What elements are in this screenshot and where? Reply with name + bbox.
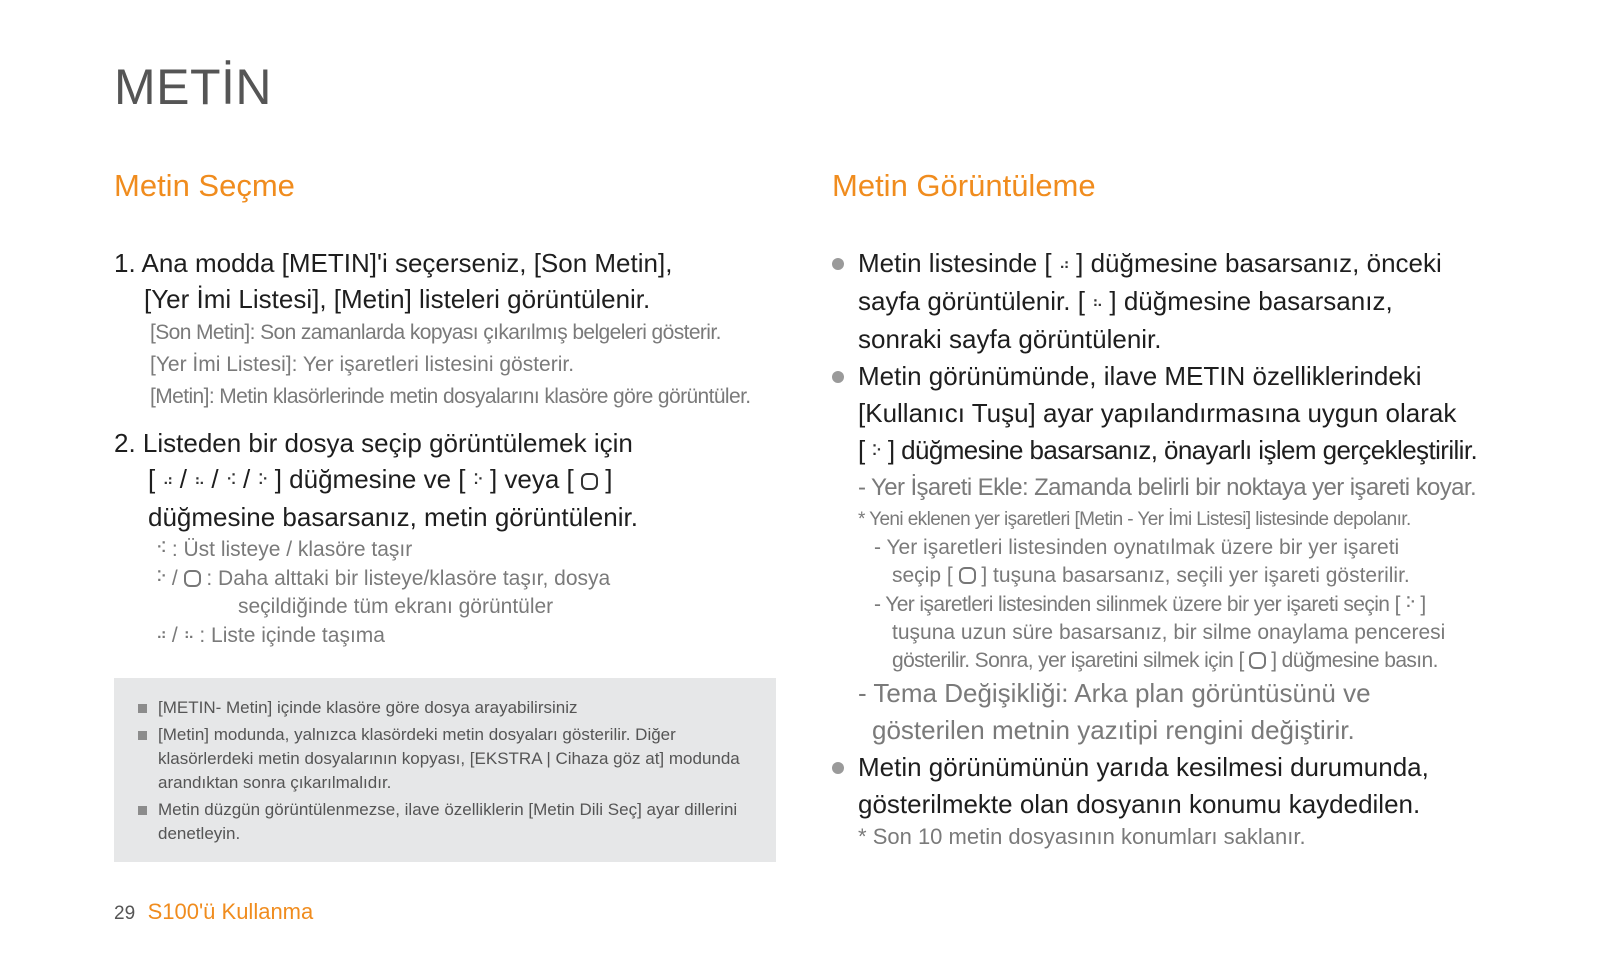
select-button-icon	[959, 567, 976, 584]
select-button-icon	[1249, 652, 1266, 669]
bullet-2-line-3: [ ⠕ ] düğmesine basarsanız, önayarlı işlem gerçekleştirilir.	[858, 432, 1500, 470]
dash-theme-change-line-2: gösterilen metnin yazıtipi rengini değiştirir.	[872, 715, 1355, 745]
step-1-note-bookmarks: [Yer İmi Listesi]: Yer işaretleri listesini gösterir.	[150, 353, 575, 376]
right-column	[830, 245, 1500, 851]
note-box	[114, 678, 776, 862]
note-item: Metin düzgün görüntülenmezse, ilave özelliklerin [Metin Dili Seç] ayar dillerini denetleyin.	[138, 798, 752, 846]
page-footer	[114, 899, 313, 925]
up-key-icon: ⠴	[156, 626, 166, 643]
step-2-line-1: 2. Listeden bir dosya seçip görüntülemek için	[114, 428, 633, 458]
right-key-icon: ⠕	[472, 472, 483, 489]
bullet-3-line-1: Metin görünümünün yarıda kesilmesi durumunda,	[858, 752, 1429, 782]
bullet-3-line-2: gösterilmekte olan dosyanın konumu kaydedilen.	[858, 789, 1421, 819]
dash-theme-change-line-1: - Tema Değişikliği: Arka plan görüntüsünü ve	[858, 678, 1371, 708]
star-note-bookmark-stored: * Yeni eklenen yer işaretleri [Metin - Yer İmi Listesi] listesinde depolanır.	[858, 509, 1411, 530]
bullet-dot-icon	[832, 762, 844, 774]
section-title-select-text: Metin Seçme	[114, 168, 295, 203]
bullet-2-line-1: Metin görünümünde, ilave METIN özelliklerindeki	[858, 361, 1422, 391]
bullet-user-key	[830, 358, 1500, 470]
square-bullet-icon	[138, 704, 147, 713]
left-column	[114, 245, 784, 650]
square-bullet-icon	[138, 731, 147, 740]
step-2-line-2: [ ⠴ / ⠦ / ⠪ / ⠕ ] düğmesine ve [ ⠕ ] veya [ ]	[114, 461, 784, 499]
down-key-icon: ⠦	[194, 472, 205, 489]
page-number: 29	[114, 903, 136, 924]
dash-delete-bookmark-line-2: tuşuna uzun süre basarsanız, bir silme onaylama penceresi	[892, 621, 1446, 644]
star-note-saved-positions: * Son 10 metin dosyasının konumları saklanır.	[858, 824, 1306, 849]
left-key-icon: ⠪	[156, 540, 166, 557]
key-legend-left: ⠪ : Üst listeye / klasöre taşır	[114, 535, 784, 564]
bullet-1-line-2: sayfa görüntülenir. [ ⠦ ] düğmesine basarsanız,	[858, 283, 1500, 321]
step-1-line-2: [Yer İmi Listesi], [Metin] listeleri görüntülenir.	[144, 284, 651, 314]
square-bullet-icon	[138, 806, 147, 815]
right-key-icon: ⠕	[871, 443, 882, 460]
step-1-line-1: 1. Ana modda [METIN]'i seçerseniz, [Son Metin],	[114, 248, 673, 278]
bullet-resume-position	[830, 749, 1500, 823]
bullet-1-line-3: sonraki sayfa görüntülenir.	[858, 324, 1162, 354]
page-title: METİN	[114, 59, 273, 115]
bullet-dot-icon	[832, 371, 844, 383]
right-key-icon: ⠕	[156, 569, 166, 586]
down-key-icon: ⠦	[1092, 294, 1103, 311]
step-1-note-text: [Metin]: Metin klasörlerinde metin dosyalarını klasöre göre görüntüler.	[150, 385, 751, 408]
bullet-dot-icon	[832, 258, 844, 270]
section-title-view-text: Metin Görüntüleme	[832, 168, 1096, 203]
dash-delete-bookmark-line-3: gösterilir. Sonra, yer işaretini silmek için [ ] düğmesine basın.	[892, 649, 1438, 672]
key-legend-right-select-cont: seçildiğinde tüm ekranı görüntüler	[238, 595, 554, 618]
left-key-icon: ⠪	[225, 472, 236, 489]
key-legend-up-down: ⠴ / ⠦ : Liste içinde taşıma	[114, 621, 784, 650]
bullet-page-navigation	[830, 245, 1500, 358]
dash-play-bookmark-line-2: seçip [ ] tuşuna basarsanız, seçili yer işareti gösterilir.	[892, 564, 1410, 587]
footer-section-title: S100'ü Kullanma	[147, 899, 314, 924]
key-legend-right-select: ⠕ / : Daha alttaki bir listeye/klasöre taşır, dosya	[114, 564, 784, 593]
step-2-line-3: düğmesine basarsanız, metin görüntülenir.	[148, 502, 638, 532]
right-key-icon: ⠕	[257, 472, 268, 489]
step-1-note-recent: [Son Metin]: Son zamanlarda kopyası çıkarılmış belgeleri gösterir.	[150, 321, 721, 344]
right-key-icon: ⠕	[1405, 595, 1416, 612]
select-button-icon	[581, 473, 598, 490]
note-item: [METIN- Metin] içinde klasöre göre dosya arayabilirsiniz	[138, 696, 752, 720]
dash-add-bookmark: - Yer İşareti Ekle: Zamanda belirli bir noktaya yer işareti koyar.	[858, 474, 1477, 501]
bullet-1-line-1: Metin listesinde [ ⠴ ] düğmesine basarsanız, önceki	[858, 245, 1500, 283]
down-key-icon: ⠦	[183, 626, 194, 643]
dash-delete-bookmark-line-1: - Yer işaretleri listesinden silinmek üzere bir yer işareti seçin [ ⠕ ]	[830, 590, 1500, 619]
dash-play-bookmark-line-1: - Yer işaretleri listesinden oynatılmak üzere bir yer işareti	[874, 536, 1400, 559]
up-key-icon: ⠴	[162, 472, 173, 489]
select-button-icon	[184, 570, 201, 587]
up-key-icon: ⠴	[1058, 256, 1069, 273]
note-item: [Metin] modunda, yalnızca klasördeki metin dosyaları gösterilir. Diğer klasörlerdeki metin dosyalarının kopyası, [EKSTRA | Cihaza göz at] modunda arandıktan sonra çıkarılmalıdır.	[138, 723, 752, 795]
bullet-2-line-2: [Kullanıcı Tuşu] ayar yapılandırmasına uygun olarak	[858, 398, 1457, 428]
